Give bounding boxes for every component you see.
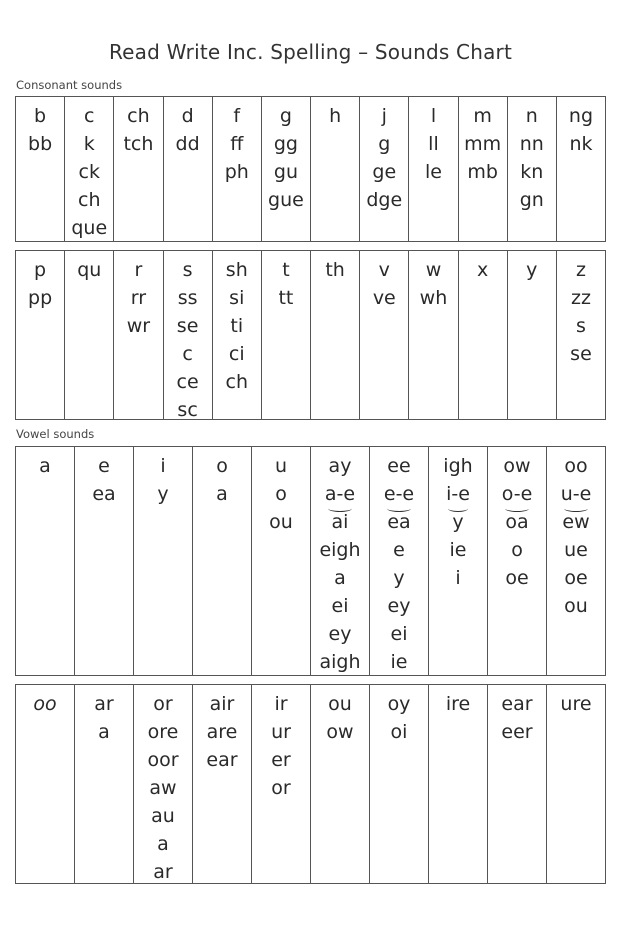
consonant-grapheme: dge [366,189,403,211]
vowel-grid-row-2 [15,684,606,884]
consonant-sound-column [64,251,113,419]
consonant-grapheme: zz [571,287,591,309]
split-digraph-arc [564,505,589,512]
consonant-sound-column [507,97,556,241]
consonant-grapheme: se [176,315,199,337]
consonant-grapheme: nn [519,133,544,155]
vowel-grapheme: u [274,455,288,477]
consonant-grapheme: gg [273,133,298,155]
vowel-grapheme [561,480,592,508]
consonant-sound-column [64,97,113,241]
vowel-grapheme: e [393,539,405,561]
vowel-sound-column [546,685,605,883]
split-digraph-text: o-e [501,483,533,505]
consonant-grapheme: b [34,105,47,127]
vowel-grapheme: ear [206,749,238,771]
vowel-grapheme: a [39,455,51,477]
consonant-grapheme: ph [224,161,249,183]
consonant-sound-column [408,251,457,419]
consonant-sound-column [310,97,359,241]
consonant-grapheme: qu [77,259,102,281]
consonant-grapheme: v [378,259,390,281]
vowel-grapheme: ew [562,511,590,533]
vowel-grapheme: aw [149,777,177,799]
vowel-sound-column [16,447,74,675]
consonant-sound-column [113,251,162,419]
vowel-sound-column [16,685,74,883]
consonant-grapheme: f [233,105,241,127]
vowel-grid-row-1 [15,446,606,676]
consonant-grapheme: ll [428,133,439,155]
vowel-grapheme: o [216,455,228,477]
consonant-grapheme: le [424,161,442,183]
consonant-grapheme: dd [175,133,200,155]
split-digraph-arc [328,505,352,512]
split-digraph-arc [505,505,529,512]
vowel-grapheme: oa [505,511,529,533]
vowel-grapheme: oy [387,693,411,715]
consonant-grapheme: r [134,259,143,281]
vowel-grapheme: oi [390,721,408,743]
vowel-sound-column [251,685,310,883]
consonant-grapheme: c [84,105,95,127]
vowel-sound-column [192,447,251,675]
consonant-sound-column [408,97,457,241]
vowel-grapheme: ow [503,455,531,477]
consonant-grapheme: ti [230,315,244,337]
vowel-grapheme: ear [501,693,533,715]
consonant-sound-column [458,97,507,241]
vowel-grapheme: ue [564,539,588,561]
split-digraph-text: u-e [560,483,592,505]
consonant-grapheme: ff [230,133,244,155]
consonant-grapheme: kn [520,161,544,183]
vowel-grapheme [502,480,533,508]
vowel-sound-column [133,447,192,675]
consonant-grapheme: nk [569,133,593,155]
vowel-grapheme: eigh [319,539,361,561]
consonant-grapheme: n [525,105,538,127]
consonant-grapheme: ve [372,287,396,309]
vowel-grapheme: ea [387,511,411,533]
vowel-grapheme [446,480,470,508]
vowel-sound-column [369,685,428,883]
consonant-grapheme: d [181,105,194,127]
consonant-grapheme: t [282,259,290,281]
consonant-grapheme: se [570,343,592,365]
consonant-grapheme: x [477,259,489,281]
consonant-grapheme: gue [268,189,304,211]
consonant-sound-column [16,251,64,419]
vowel-sound-column [428,685,487,883]
split-digraph [384,480,414,508]
consonant-sound-column [16,97,64,241]
consonant-grapheme: g [279,105,292,127]
consonant-sound-column [113,97,162,241]
split-digraph [325,480,355,508]
page-title: Read Write Inc. Spelling – Sounds Chart [108,40,513,64]
consonant-grapheme: z [575,259,586,281]
consonant-grapheme: p [34,259,47,281]
vowel-grapheme: er [271,749,291,771]
vowel-grapheme: ure [560,693,592,715]
consonant-grapheme: ng [568,105,594,127]
vowel-grapheme: a [216,483,228,505]
vowel-grapheme: e [98,455,110,477]
vowel-grapheme: ea [92,483,116,505]
vowel-sound-column [428,447,487,675]
consonant-grapheme: gu [273,161,298,183]
vowel-grapheme: ou [269,511,293,533]
consonant-sound-column [556,251,605,419]
vowel-grapheme: i [455,567,461,589]
vowel-grapheme: y [393,567,405,589]
consonant-grid-row-2 [15,250,606,420]
consonant-grapheme: ss [177,287,198,309]
vowel-sounds-label: Vowel sounds [16,427,95,441]
vowel-grapheme: or [153,693,173,715]
consonant-grapheme: tt [278,287,294,309]
consonant-grapheme: k [83,133,95,155]
vowel-sound-column [74,447,133,675]
vowel-sound-column [487,447,546,675]
vowel-grapheme: aigh [319,651,361,673]
consonant-grapheme: ch [78,189,101,211]
vowel-grapheme: ey [328,623,352,645]
consonant-grapheme: sc [177,399,198,421]
consonant-sound-column [261,97,310,241]
vowel-grapheme: ay [328,455,352,477]
vowel-grapheme: ore [147,721,179,743]
consonant-grapheme: wr [126,315,151,337]
consonant-sound-column [310,251,359,419]
consonant-grapheme: c [182,343,193,365]
consonant-grapheme: gn [519,189,544,211]
split-digraph-text: a-e [324,483,356,505]
consonant-grapheme: si [229,287,245,309]
consonant-grapheme: m [473,105,492,127]
consonant-grapheme: mm [464,133,502,155]
consonant-sound-column [163,251,212,419]
consonant-sound-column [163,97,212,241]
consonant-grapheme: s [576,315,586,337]
vowel-grapheme: ar [153,861,173,883]
split-digraph-arc [387,505,411,512]
vowel-grapheme: ire [445,693,471,715]
vowel-grapheme: o [275,483,287,505]
vowel-grapheme: ie [390,651,408,673]
vowel-grapheme: oo [564,455,588,477]
vowel-grapheme: y [157,483,169,505]
vowel-grapheme: y [452,511,464,533]
consonant-grapheme: rr [130,287,147,309]
consonant-sound-column [212,97,261,241]
consonant-sound-column [359,251,408,419]
vowel-grapheme: au [151,805,175,827]
vowel-grapheme: ou [564,595,588,617]
vowel-grapheme: a [157,833,169,855]
split-digraph [561,480,592,508]
vowel-grapheme: i [160,455,166,477]
vowel-grapheme: oe [564,567,588,589]
consonant-grapheme: g [378,133,391,155]
consonant-sound-column [556,97,605,241]
consonant-grapheme: mb [467,161,498,183]
split-digraph [502,480,533,508]
consonant-grapheme: que [71,217,108,239]
consonant-grapheme: th [325,259,345,281]
vowel-grapheme: oor [147,749,179,771]
consonant-sound-column [458,251,507,419]
consonant-grapheme: j [381,105,387,127]
consonant-grapheme: ci [228,343,245,365]
consonant-sound-column [212,251,261,419]
vowel-sound-column [133,685,192,883]
consonant-grapheme: sh [225,259,248,281]
vowel-sound-column [546,447,605,675]
split-digraph-arc [448,505,467,512]
vowel-grapheme: eer [501,721,533,743]
consonant-grapheme: y [526,259,538,281]
consonant-grapheme: wh [419,287,448,309]
vowel-sound-column [74,685,133,883]
vowel-grapheme: ee [387,455,411,477]
vowel-grapheme: oe [505,567,529,589]
vowel-sound-column [310,685,369,883]
consonant-sound-column [359,97,408,241]
consonant-grapheme: w [425,259,442,281]
consonant-grapheme: ck [78,161,100,183]
consonant-grapheme: s [182,259,193,281]
split-digraph [446,480,470,508]
vowel-grapheme: ur [271,721,291,743]
consonant-grapheme: bb [28,133,53,155]
vowel-grapheme: oo [33,693,57,715]
vowel-grapheme: ei [390,623,408,645]
vowel-grapheme: a [334,567,346,589]
vowel-sound-column [369,447,428,675]
vowel-grapheme: ei [331,595,349,617]
consonant-grapheme: h [329,105,342,127]
vowel-grapheme: are [206,721,238,743]
vowel-sound-column [192,685,251,883]
consonant-grapheme: ch [127,105,150,127]
split-digraph-text: i-e [446,483,470,505]
consonant-grapheme: ge [372,161,397,183]
vowel-sound-column [251,447,310,675]
vowel-grapheme [384,480,414,508]
consonant-grapheme: tch [123,133,154,155]
vowel-grapheme: o [511,539,523,561]
vowel-grapheme: ie [449,539,467,561]
vowel-grapheme: air [209,693,235,715]
vowel-grapheme: ir [274,693,288,715]
vowel-sound-column [487,685,546,883]
consonant-sounds-label: Consonant sounds [16,78,123,92]
vowel-sound-column [310,447,369,675]
vowel-grapheme: ai [331,511,349,533]
consonant-grapheme: pp [28,287,53,309]
consonant-grapheme: l [430,105,437,127]
consonant-sound-column [261,251,310,419]
vowel-grapheme: ar [94,693,114,715]
vowel-grapheme: ow [326,721,354,743]
consonant-grapheme: ch [225,371,249,393]
consonant-sound-column [507,251,556,419]
vowel-grapheme: ou [328,693,352,715]
consonant-grid-row-1 [15,96,606,242]
vowel-grapheme: a [98,721,110,743]
split-digraph-text: e-e [383,483,415,505]
vowel-grapheme [325,480,355,508]
vowel-grapheme: or [271,777,291,799]
vowel-grapheme: ey [387,595,411,617]
consonant-grapheme: ce [176,371,199,393]
vowel-grapheme: igh [443,455,473,477]
